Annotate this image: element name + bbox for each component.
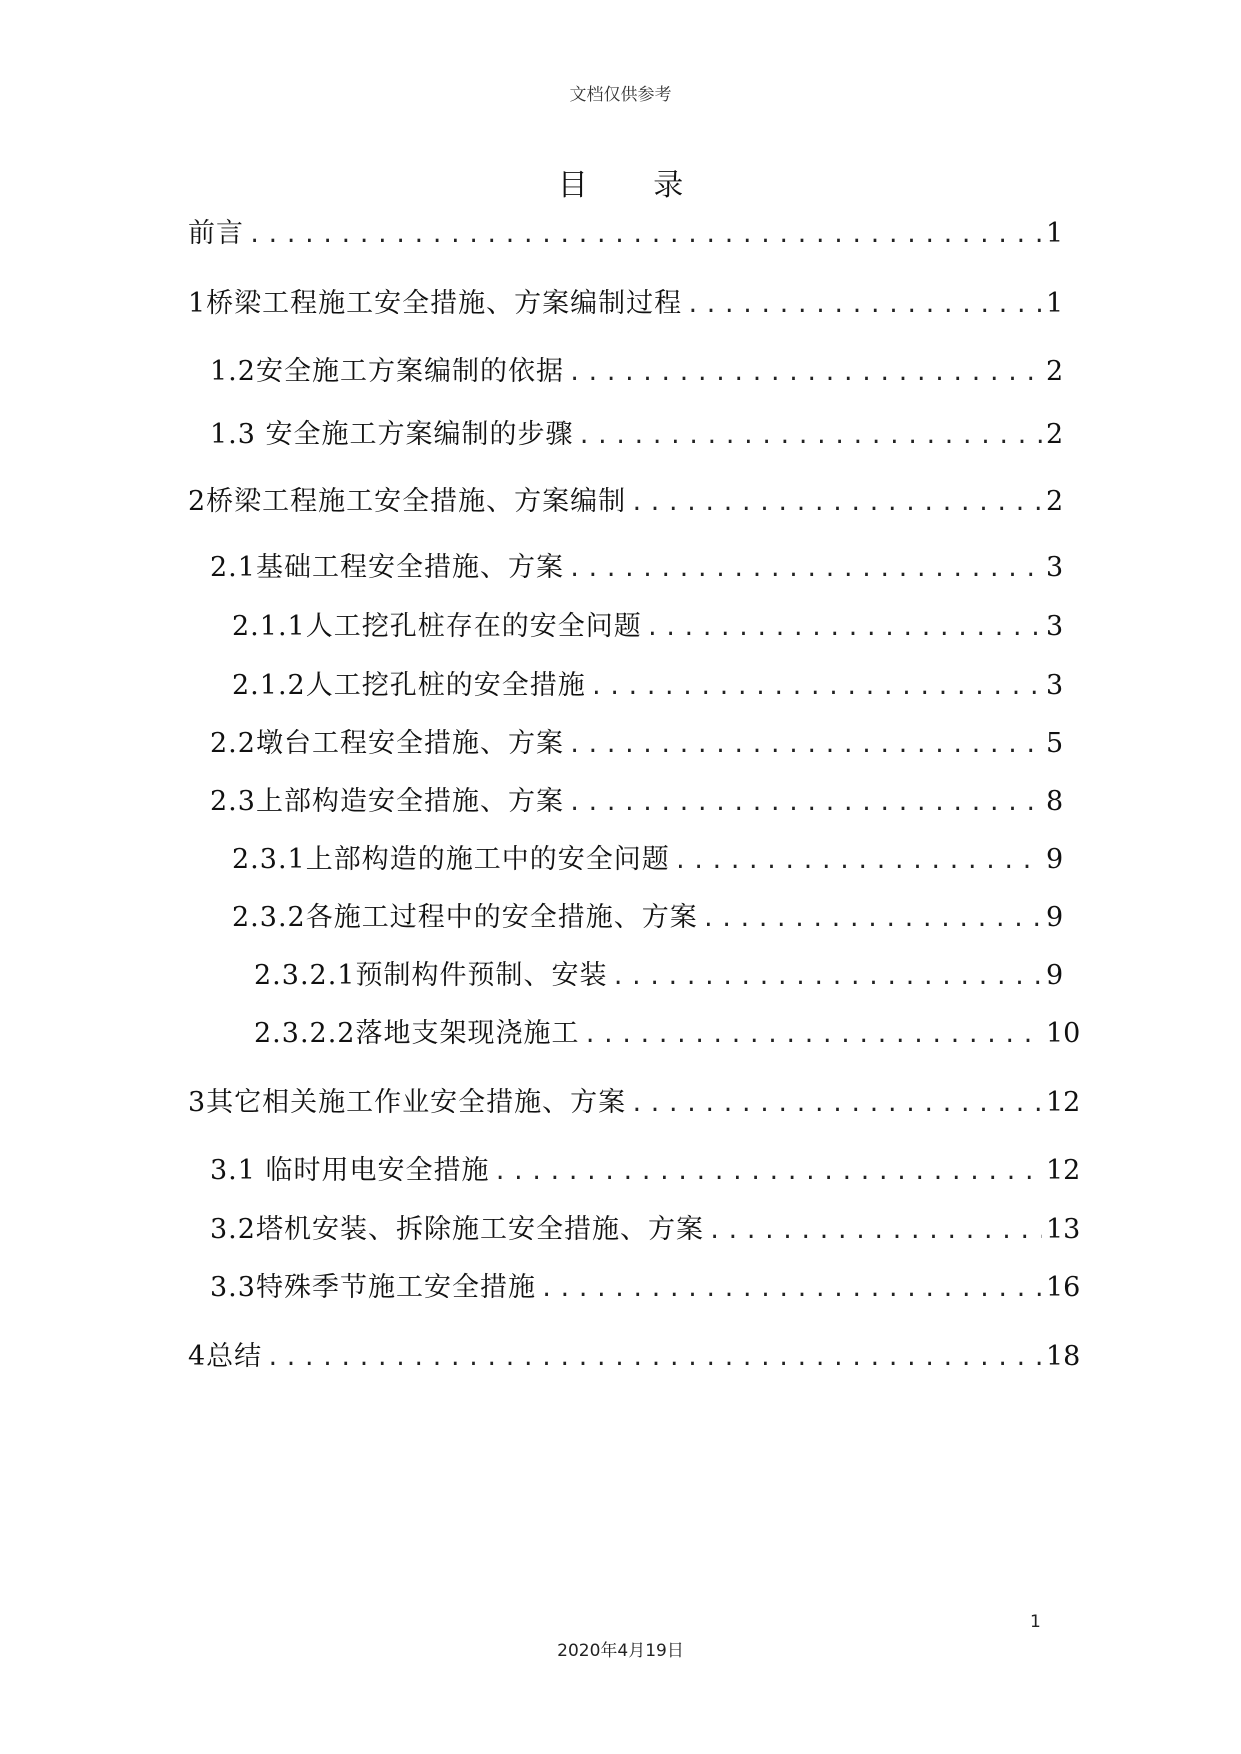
- toc-entry-label: 2.3上部构造安全措施、方案: [210, 786, 564, 817]
- toc-dot-leader: [266, 1339, 1042, 1379]
- toc-entry-label: 2.3.1上部构造的施工中的安全问题: [232, 844, 670, 875]
- toc-entry-label: 2.1基础工程安全措施、方案: [210, 552, 564, 583]
- toc-entry-3-2[interactable]: [210, 1210, 1081, 1250]
- toc-dot-leader: [568, 726, 1042, 766]
- toc-entry-page: 12: [1046, 1155, 1081, 1186]
- toc-dot-leader: [611, 958, 1042, 998]
- toc-entry-2-3-2-2[interactable]: [254, 1014, 1081, 1054]
- toc-title: 目 录: [557, 168, 712, 203]
- toc-dot-leader: [568, 784, 1042, 824]
- toc-entry-label: 2.1.2人工挖孔桩的安全措施: [232, 670, 586, 701]
- toc-dot-leader: [494, 1153, 1042, 1193]
- toc-entry-label: 3.1 临时用电安全措施: [210, 1155, 490, 1186]
- toc-entry-2-2[interactable]: [210, 724, 1064, 764]
- toc-dot-leader: [630, 484, 1042, 524]
- toc-entry-label: 前言: [188, 218, 244, 249]
- toc-entry-label: 3其它相关施工作业安全措施、方案: [188, 1087, 627, 1118]
- toc-entry-2-3[interactable]: [210, 782, 1064, 822]
- toc-entry-page: 9: [1046, 844, 1064, 875]
- toc-dot-leader: [578, 417, 1042, 457]
- toc-dot-leader: [646, 609, 1042, 649]
- toc-entry-page: 5: [1046, 728, 1064, 759]
- toc-entry-page: 2: [1046, 419, 1064, 450]
- toc-dot-leader: [540, 1270, 1042, 1310]
- toc-entry-page: 3: [1046, 552, 1064, 583]
- header-note: 文档仅供参考: [569, 85, 672, 105]
- toc-entry-2-1-2[interactable]: [232, 666, 1064, 706]
- toc-dot-leader: [568, 354, 1042, 394]
- toc-entry-label: 2.1.1人工挖孔桩存在的安全问题: [232, 611, 642, 642]
- toc-dot-leader: [674, 842, 1042, 882]
- toc-entry-label: 2.3.2.1预制构件预制、安装: [254, 960, 608, 991]
- toc-entry-chapter-1[interactable]: [188, 284, 1064, 324]
- toc-entry-chapter-3[interactable]: [188, 1083, 1081, 1123]
- toc-entry-chapter-4[interactable]: [188, 1337, 1081, 1377]
- toc-entry-page: 3: [1046, 611, 1064, 642]
- toc-entry-2-1[interactable]: [210, 548, 1064, 588]
- toc-entry-label: 4总结: [188, 1341, 263, 1372]
- toc-dot-leader: [583, 1016, 1042, 1056]
- toc-entry-page: 2: [1046, 486, 1064, 517]
- toc-entry-page: 2: [1046, 356, 1064, 387]
- toc-dot-leader: [630, 1085, 1042, 1125]
- toc-entry-page: 18: [1046, 1341, 1081, 1372]
- toc-entry-page: 10: [1046, 1018, 1081, 1049]
- toc-entry-page: 9: [1046, 960, 1064, 991]
- toc-dot-leader: [568, 550, 1042, 590]
- toc-entry-1-3[interactable]: [210, 415, 1064, 455]
- toc-entry-page: 16: [1046, 1272, 1081, 1303]
- toc-entry-2-3-2-1[interactable]: [254, 956, 1064, 996]
- toc-entry-3-1[interactable]: [210, 1151, 1081, 1191]
- toc-entry-page: 9: [1046, 902, 1064, 933]
- toc-entry-label: 1桥梁工程施工安全措施、方案编制过程: [188, 288, 683, 319]
- footer-date: 2020年4月19日: [557, 1641, 684, 1661]
- toc-entry-chapter-2[interactable]: [188, 482, 1064, 522]
- toc-entry-label: 2.3.2各施工过程中的安全措施、方案: [232, 902, 698, 933]
- toc-entry-preface[interactable]: [188, 214, 1064, 254]
- toc-entry-1-2[interactable]: [210, 352, 1064, 392]
- toc-entry-page: 1: [1046, 288, 1064, 319]
- toc-dot-leader: [708, 1212, 1042, 1252]
- toc-entry-label: 2桥梁工程施工安全措施、方案编制: [188, 486, 627, 517]
- toc-entry-3-3[interactable]: [210, 1268, 1081, 1308]
- toc-entry-label: 1.3 安全施工方案编制的步骤: [210, 419, 574, 450]
- toc-entry-page: 8: [1046, 786, 1064, 817]
- toc-entry-label: 1.2安全施工方案编制的依据: [210, 356, 564, 387]
- toc-entry-page: 3: [1046, 670, 1064, 701]
- toc-entry-label: 2.2墩台工程安全措施、方案: [210, 728, 564, 759]
- toc-entry-label: 3.2塔机安装、拆除施工安全措施、方案: [210, 1214, 704, 1245]
- toc-dot-leader: [686, 286, 1042, 326]
- toc-entry-label: 2.3.2.2落地支架现浇施工: [254, 1018, 580, 1049]
- page-number: 1: [1030, 1612, 1041, 1632]
- toc-dot-leader: [702, 900, 1042, 940]
- toc-entry-label: 3.3特殊季节施工安全措施: [210, 1272, 536, 1303]
- toc-entry-page: 13: [1046, 1214, 1081, 1245]
- toc-dot-leader: [590, 668, 1042, 708]
- toc-dot-leader: [248, 216, 1042, 256]
- toc-entry-2-3-2[interactable]: [232, 898, 1064, 938]
- toc-entry-page: 1: [1046, 218, 1064, 249]
- toc-entry-page: 12: [1046, 1087, 1081, 1118]
- toc-entry-2-3-1[interactable]: [232, 840, 1064, 880]
- toc-entry-2-1-1[interactable]: [232, 607, 1064, 647]
